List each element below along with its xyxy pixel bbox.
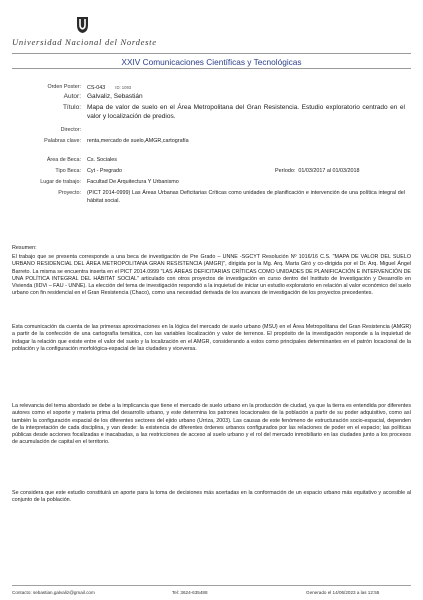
field-label: Lugar de trabajo: <box>40 179 81 185</box>
field-label: Palabras clave: <box>44 138 81 144</box>
field-label: Director: <box>60 127 81 133</box>
divider <box>12 53 411 54</box>
field-label: Proyecto: <box>58 190 81 196</box>
proyecto-value: (PICT 2014-0999) Las Áreas Urbanas Deficitarias Críticas como unidades de planificación e intervención de una política integral del hábitat social. <box>87 190 405 204</box>
footer-contact: Contacto: sebastian.galvaliz@gmail.com <box>12 590 95 595</box>
conference-title: XXIV Comunicaciones Científicas y Tecnológicas <box>121 57 302 67</box>
resumen-paragraph: Esta comunicación da cuenta de las primeras aproximaciones en la lógica del mercado de suelo urbano (MSU) en el Área Metropolitana del Gran Resistencia (AMGR) a partir de la confección de una cartografía temática, con las variables localización y valor de terrenos. El propósito de la investigación responde a la inquietud de indagar la relación que existe entre el valor del suelo y la localización en el AMGR, considerando a estos como principales determinantes en el patrón locacional de la población y la configuración morfológica-espacial de las ciudades y viceversa. <box>12 324 411 352</box>
poster-id-tag: ID: 1093 <box>115 85 132 90</box>
author-value: Galvaliz, Sebastián <box>87 93 143 100</box>
field-label: Autor: <box>63 93 81 100</box>
lugar-value: Facultad De Arquitectura Y Urbanismo <box>87 179 179 185</box>
footer-generated: Generado el 14/06/2023 a las 12:55 <box>306 590 380 595</box>
field-label: Área de Beca: <box>46 157 81 163</box>
resumen-paragraph: La relevancia del tema abordado se debe a la implicancia que tiene el mercado de suelo urbano en la producción de ciudad, ya que la tierra es entendida por diferentes autores como el soporte y materia prima del desarrollo urbano, y este determina los patrones locacionales de la población a partir de su poder adquisitivo, como así también la configuración espacial de los diferentes sectores del ejido urbano (Urriza, 2003). Las causas de este fenómeno de estructuración socio-espacial, dependen de la interpretación de cada disciplina, y van desde: la existencia de diferentes órdenes urbanos configurados por las relaciones de poder en el espacio; las políticas públicas desde acciones focalizadas e inacabadas, a las restricciones de acceso al suelo urbano y el rol del mercado inmobiliario en las ciudades junto a los procesos de acumulación de capital en el territorio. <box>12 403 411 446</box>
orden-poster-value: CS-043 <box>87 85 106 91</box>
unne-logo-icon <box>76 16 89 34</box>
resumen-heading: Resumen: <box>12 245 37 251</box>
resumen-paragraph: El trabajo que se presenta corresponde a una beca de investigación de Pre Grado – UNNE -SGCYT Resolución Nº 1016/16 C.S. "MAPA DE VALOR DEL SUELO URBANO RESIDENCIAL DEL ÁREA METROPOLITANA GRAN RESISTENCIA (AMGR)", dirigida por la Mg. Arq. Marta Giró y co-dirigida por el Dr. Arq. Miguel Ángel Barreto. La misma se encuentra inserta en el PICT 2014.0999 "LAS ÁREAS DEFICITARIAS CRÍTICAS COMO UNIDADES DE PLANIFICACIÓN E INTERVENCIÓN DE UNA POLÍTICA INTEGRAL DEL HÁBITAT SOCIAL" articulado con otros proyectos de investigación en curso dentro del Instituto de Investigación y Desarrollo en Vivienda (IIDVi – FAU - UNNE). La elección del tema de investigación respondió a la inquietud de iniciar un estudio exploratorio en relación al valor económico del suelo urbano con fin residencial en el Gran Resistencia (Chaco), como una necesidad derivada de los avances de investigación de los proyectos precedentes. <box>12 254 411 297</box>
area-value: Cs. Sociales <box>87 157 117 163</box>
footer-divider <box>12 585 411 586</box>
tipo-beca-value: Cyt - Pregrado <box>87 168 123 174</box>
divider <box>12 68 411 69</box>
university-logo <box>12 16 157 56</box>
field-value <box>87 84 131 93</box>
footer-tel: Tel: 3624-635488 <box>172 590 208 595</box>
resumen-paragraph: Se considera que este estudio constituirá un aporte para la toma de decisiones más acertadas en la conformación de un espacio urbano más equitativo y accesible al conjunto de la población. <box>12 490 411 504</box>
periodo-field <box>275 168 360 176</box>
field-label: Orden Poster: <box>47 84 81 90</box>
periodo-label: Período: <box>275 168 296 174</box>
field-label: Tipo Beca: <box>55 168 81 174</box>
field-label: Título: <box>62 104 81 111</box>
university-name: Universidad Nacional del Nordeste <box>12 37 157 47</box>
title-value: Mapa de valor de suelo en el Área Metropolitana del Gran Resistencia. Estudio exploratorio centrado en el valor y localización de predios. <box>87 104 405 120</box>
keywords-value: renta,mercado de suelo,AMGR,cartografía <box>87 138 189 144</box>
periodo-value: 01/03/2017 al 01/03/2018 <box>298 168 360 174</box>
